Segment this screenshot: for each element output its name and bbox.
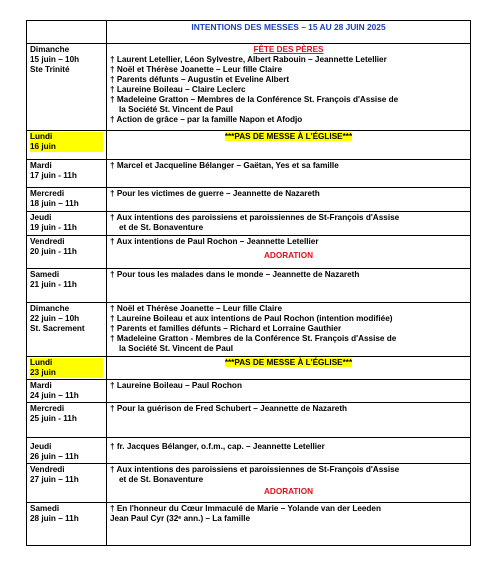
intention-line: et de St. Bonaventure	[119, 475, 204, 484]
intention-line: † Madeleine Gratton - Membres de la Conférence St. François d'Assise de	[110, 334, 397, 343]
intentions-cell	[107, 160, 471, 188]
day-cell	[27, 212, 107, 236]
day-label: 21 juin - 11h	[30, 280, 77, 289]
day-cell	[27, 503, 107, 546]
table-row	[27, 44, 471, 131]
intention-line: † En l'honneur du Cœur Immaculé de Marie – Yolande van der Leeden	[110, 504, 381, 513]
day-label: Dimanche	[30, 45, 70, 54]
intention-line: † Marcel et Jacqueline Bélanger – Gaëtan, Yes et sa famille	[110, 161, 339, 170]
day-cell	[27, 236, 107, 269]
intentions-cell	[107, 438, 471, 464]
day-cell	[27, 269, 107, 303]
table-row	[27, 160, 471, 188]
day-label: 19 juin - 11h	[30, 223, 77, 232]
table-row	[27, 236, 471, 269]
intention-line: † Aux intentions des paroissiens et paroissiennes de St-François d'Assise	[110, 213, 400, 222]
day-label: 27 juin – 11h	[30, 475, 79, 484]
day-cell	[27, 44, 107, 131]
table-row	[27, 131, 471, 160]
no-mass-notice	[110, 132, 467, 142]
intention-line: † Action de grâce – par la famille Napon et Afodjo	[110, 115, 303, 124]
mass-intentions-table	[26, 20, 471, 546]
document-title: INTENTIONS DES MESSES – 15 AU 28 JUIN 2025	[107, 21, 471, 44]
table-row	[27, 269, 471, 303]
title-row	[27, 21, 471, 44]
intention-line: † Noël et Thérèse Joanette – Leur fille Claire	[110, 304, 283, 313]
day-cell	[27, 464, 107, 503]
table-row	[27, 438, 471, 464]
no-mass-text: ***PAS DE MESSE À L'ÉGLISE***	[224, 132, 353, 141]
intention-line: † fr. Jacques Bélanger, o.f.m., cap. – Jeannette Letellier	[110, 442, 325, 451]
day-cell	[27, 403, 107, 438]
intention-line: la Société St. Vincent de Paul	[119, 105, 234, 114]
intentions-cell	[107, 44, 471, 131]
day-label: 18 juin – 11h	[30, 199, 79, 208]
day-cell	[27, 380, 107, 403]
intentions-cell	[107, 188, 471, 212]
day-label: 15 juin – 10h	[30, 55, 80, 64]
intention-line: † Noël et Thérèse Joanette – Leur fille Claire	[110, 65, 283, 74]
day-label: 25 juin - 11h	[30, 414, 77, 423]
day-label: 17 juin - 11h	[30, 171, 77, 180]
intentions-cell	[107, 403, 471, 438]
table-row	[27, 303, 471, 357]
day-cell	[27, 357, 107, 380]
intention-line: † Parents défunts – Augustin et Eveline Albert	[110, 75, 290, 84]
intention-line: † Laurent Letellier, Léon Sylvestre, Albert Rabouin – Jeannette Letellier	[110, 55, 387, 64]
day-cell	[27, 160, 107, 188]
no-mass-notice	[110, 358, 467, 368]
intention-line: † Laureine Boileau et aux intentions de Paul Rochon (intention modifiée)	[110, 314, 393, 323]
intention-line: † Laureine Boileau – Paul Rochon	[110, 381, 242, 390]
day-label: Mardi	[30, 161, 52, 170]
intention-line: Jean Paul Cyr (32ᵉ ann.) – La famille	[110, 514, 251, 523]
intention-line: † Madeleine Gratton – Membres de la Conférence St. François d'Assise de	[110, 95, 399, 104]
day-label: 16 juin	[30, 142, 103, 152]
intentions-cell	[107, 236, 471, 269]
intentions-cell	[107, 380, 471, 403]
intention-line: † Pour la guérison de Fred Schubert – Jeannette de Nazareth	[110, 404, 348, 413]
day-label: 26 juin – 11h	[30, 452, 79, 461]
day-label: Jeudi	[30, 213, 52, 222]
day-label: 24 juin – 11h	[30, 391, 79, 400]
day-label: St. Sacrement	[30, 324, 85, 333]
day-label: 28 juin – 11h	[30, 514, 79, 523]
table-row	[27, 188, 471, 212]
table-row	[27, 380, 471, 403]
intentions-cell	[107, 503, 471, 546]
day-label: Samedi	[30, 504, 60, 513]
day-label: Mardi	[30, 381, 52, 390]
day-label: Dimanche	[30, 304, 70, 313]
intention-line: † Laureine Boileau – Claire Leclerc	[110, 85, 246, 94]
intentions-cell	[107, 131, 471, 160]
day-label: Mercredi	[30, 404, 65, 413]
day-cell	[27, 303, 107, 357]
intentions-cell	[107, 303, 471, 357]
adoration-label: ADORATION	[264, 487, 313, 496]
intentions-cell	[107, 464, 471, 503]
intention-line: † Aux intentions de Paul Rochon – Jeannette Letellier	[110, 237, 319, 246]
day-cell	[27, 438, 107, 464]
day-label: Samedi	[30, 270, 60, 279]
day-label: Mercredi	[30, 189, 65, 198]
intention-line: † Parents et familles défunts – Richard et Lorraine Gauthier	[110, 324, 342, 333]
day-label: 20 juin - 11h	[30, 247, 77, 256]
day-label: Jeudi	[30, 442, 52, 451]
day-label: Vendredi	[30, 465, 65, 474]
intentions-cell	[107, 269, 471, 303]
intentions-cell	[107, 212, 471, 236]
intentions-cell	[107, 357, 471, 380]
no-mass-text: ***PAS DE MESSE À L'ÉGLISE***	[224, 358, 353, 367]
intention-line: † Aux intentions des paroissiens et paroissiennes de St-François d'Assise	[110, 465, 400, 474]
adoration-label: ADORATION	[264, 251, 313, 260]
feast-banner: FÊTE DES PÈRES	[253, 45, 324, 54]
intention-line: † Pour les victimes de guerre – Jeannette de Nazareth	[110, 189, 320, 198]
day-label: Lundi	[30, 358, 103, 368]
day-cell	[27, 131, 107, 160]
table-row	[27, 212, 471, 236]
day-label: Vendredi	[30, 237, 65, 246]
table-row	[27, 403, 471, 438]
intention-line: et de St. Bonaventure	[119, 223, 204, 232]
title-spacer	[27, 21, 107, 44]
intention-line: la Société St. Vincent de Paul	[119, 344, 234, 353]
intention-line: † Pour tous les malades dans le monde – Jeannette de Nazareth	[110, 270, 360, 279]
day-label: Lundi	[30, 132, 103, 142]
day-label: Ste Trinité	[30, 65, 70, 74]
day-label: 22 juin – 10h	[30, 314, 80, 323]
table-row	[27, 464, 471, 503]
day-cell	[27, 188, 107, 212]
table-row	[27, 357, 471, 380]
table-row	[27, 503, 471, 546]
day-label: 23 juin	[30, 368, 103, 378]
